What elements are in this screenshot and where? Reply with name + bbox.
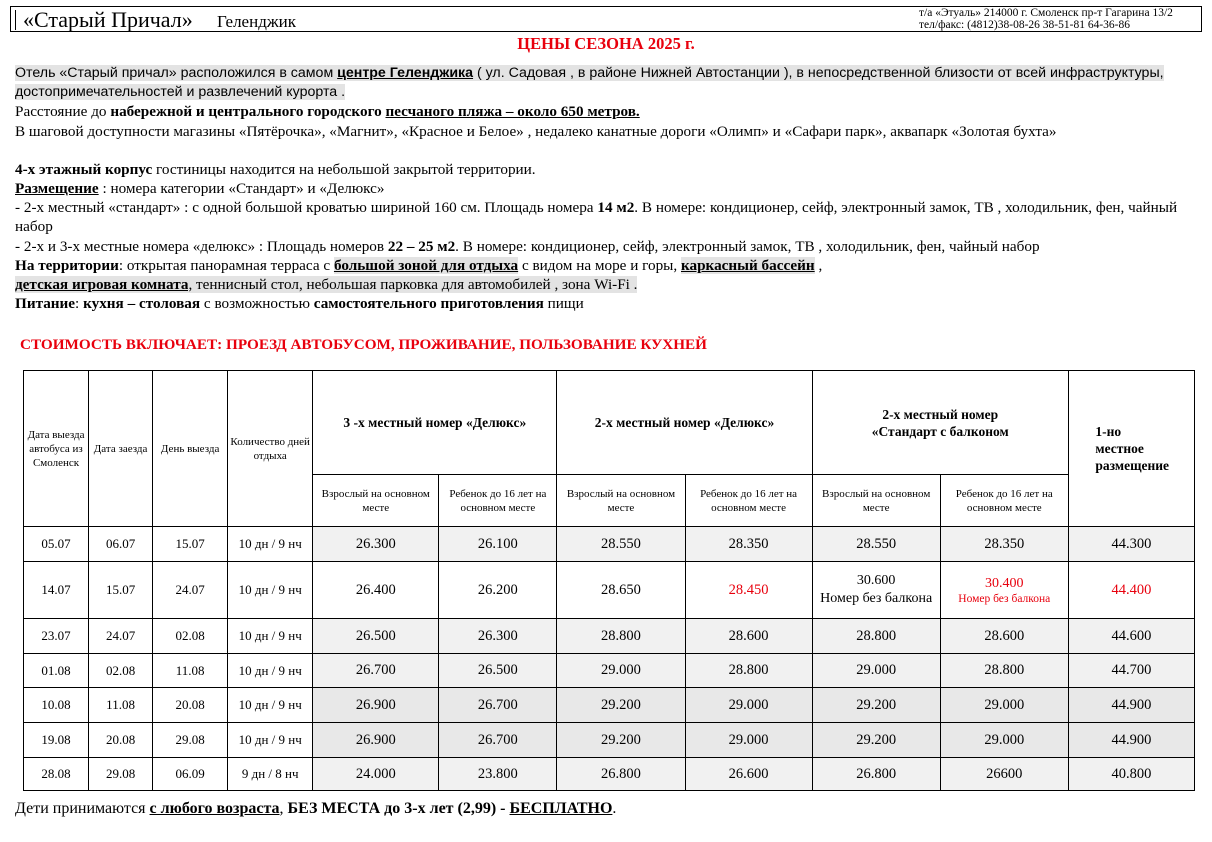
- table-header-row: [24, 371, 1195, 475]
- intro-meals: Питание: кухня – столовая с возможностью самостоятельного приготовления пищи: [15, 295, 584, 313]
- price-standard-adult: 26.800: [812, 758, 940, 791]
- intro-territory: На территории: открытая панорамная терраса с большой зоной для отдыха с видом на море и горы, каркасный бассейн ,: [15, 256, 823, 274]
- price-deluxe2-child: 29.000: [685, 723, 812, 758]
- price-deluxe2-adult: 29.200: [557, 723, 685, 758]
- departure-date: 14.07: [24, 562, 89, 619]
- price-deluxe2-adult: 29.000: [557, 654, 685, 688]
- price-value: 30.600: [856, 573, 896, 588]
- intro-territory-2: детская игровая комната, теннисный стол, небольшая парковка для автомобилей , зона Wi-Fi .: [15, 276, 638, 294]
- sub-adult-header: Взрослый на основном месте: [812, 475, 940, 527]
- price-standard-child: 29.000: [940, 723, 1068, 758]
- stay-length: 10 дн / 9 нч: [228, 723, 313, 758]
- price-single: 44.900: [1068, 723, 1194, 758]
- price-single: 44.700: [1068, 654, 1194, 688]
- table-row: [24, 758, 1195, 791]
- price-standard-child: 28.800: [940, 654, 1068, 688]
- intro-beach: Расстояние до набережной и центрального городского песчаного пляжа – около 650 метров.: [15, 103, 640, 121]
- table-row: [24, 654, 1195, 688]
- leave-date: 20.08: [153, 688, 228, 723]
- group-deluxe-2-header: 2-х местный номер «Делюкс»: [557, 371, 812, 475]
- price-includes: СТОИМОСТЬ ВКЛЮЧАЕТ: ПРОЕЗД АВТОБУСОМ, ПРОЖИВАНИЕ, ПОЛЬЗОВАНИЕ КУХНЕЙ: [20, 336, 707, 353]
- price-single: 40.800: [1068, 758, 1194, 791]
- table-row: [24, 619, 1195, 654]
- price-deluxe2-adult: 29.200: [557, 688, 685, 723]
- hotel-city: Геленджик: [217, 12, 296, 31]
- price-deluxe3-adult: 24.000: [313, 758, 439, 791]
- price-deluxe2-adult: 26.800: [557, 758, 685, 791]
- price-standard-adult: 29.000: [812, 654, 940, 688]
- price-deluxe2-adult: 28.800: [557, 619, 685, 654]
- price-standard-adult: 28.800: [812, 619, 940, 654]
- table-row: [24, 688, 1195, 723]
- price-deluxe2-adult: 28.550: [557, 527, 685, 562]
- agency-phones: тел/факс: (4812)38-08-26 38-51-81 64-36-86: [919, 19, 1130, 31]
- price-standard-adult: 28.550: [812, 527, 940, 562]
- stay-length: 9 дн / 8 нч: [228, 758, 313, 791]
- intro-shops: В шаговой доступности магазины «Пятёрочка», «Магнит», «Красное и Белое» , недалеко канатные дороги «Олимп» и «Сафари парк», аквапарк «Золотая бухта»: [15, 122, 1057, 140]
- leave-date: 02.08: [153, 619, 228, 654]
- price-deluxe2-child: 28.350: [685, 527, 812, 562]
- no-balcony-note: Номер без балкона: [958, 593, 1051, 605]
- hotel-name: «Старый Причал»: [23, 7, 193, 32]
- price-deluxe3-child: 26.500: [439, 654, 557, 688]
- price-deluxe3-child: 26.200: [439, 562, 557, 619]
- price-standard-adult: 29.200: [812, 723, 940, 758]
- price-single: 44.300: [1068, 527, 1194, 562]
- stay-length: 10 дн / 9 нч: [228, 562, 313, 619]
- departure-date: 23.07: [24, 619, 89, 654]
- group-deluxe-3-header: 3 -х местный номер «Делюкс»: [313, 371, 557, 475]
- arrival-date: 15.07: [89, 562, 153, 619]
- leave-date: 11.08: [153, 654, 228, 688]
- hotel-description: [15, 64, 1205, 313]
- table-row: [24, 723, 1195, 758]
- stay-length: 10 дн / 9 нч: [228, 688, 313, 723]
- sub-adult-header: Взрослый на основном месте: [313, 475, 439, 527]
- col-leave-header: День выезда: [153, 371, 228, 527]
- sub-child-header: Ребенок до 16 лет на основном месте: [940, 475, 1068, 527]
- leave-date: 06.09: [153, 758, 228, 791]
- price-single: 44.900: [1068, 688, 1194, 723]
- price-deluxe2-child: 26.600: [685, 758, 812, 791]
- price-standard-child: 28.600: [940, 619, 1068, 654]
- price-deluxe2-child: 28.450: [685, 562, 812, 619]
- price-standard-child: 28.350: [940, 527, 1068, 562]
- col-days-header: Количество дней отдыха: [228, 371, 313, 527]
- price-deluxe3-child: 26.700: [439, 723, 557, 758]
- price-standard-child: 26600: [940, 758, 1068, 791]
- price-deluxe2-adult: 28.650: [557, 562, 685, 619]
- price-deluxe2-child: 28.800: [685, 654, 812, 688]
- intro-location: Отель «Старый причал» расположился в самом центре Геленджика ( ул. Садовая , в районе Нижней Автостанции ), в непосредственной близости от всей инфраструктуры, достопримечательностей и развлечений курорта .: [15, 65, 1164, 101]
- price-deluxe3-adult: 26.500: [313, 619, 439, 654]
- price-standard-child: 29.000: [940, 688, 1068, 723]
- arrival-date: 06.07: [89, 527, 153, 562]
- stay-length: 10 дн / 9 нч: [228, 527, 313, 562]
- col-departure-header: Дата выезда автобуса из Смоленск: [24, 371, 89, 527]
- price-deluxe3-adult: 26.300: [313, 527, 439, 562]
- table-row: [24, 527, 1195, 562]
- intro-standard-room: - 2-х местный «стандарт» : с одной большой кроватью шириной 160 см. Площадь номера 14 м2. В номере: кондиционер, сейф, электронный замок, ТВ , холодильник, фен, чайный набор: [15, 199, 1178, 236]
- intro-building: 4-х этажный корпус гостиницы находится на небольшой закрытой территории.: [15, 160, 536, 178]
- group-standard-header: 2-х местный номер «Стандарт с балконом: [812, 371, 1068, 475]
- sub-child-header: Ребенок до 16 лет на основном месте: [685, 475, 812, 527]
- departure-date: 01.08: [24, 654, 89, 688]
- table-row: [24, 562, 1195, 619]
- departure-date: 10.08: [24, 688, 89, 723]
- departure-date: 28.08: [24, 758, 89, 791]
- price-single: 44.400: [1068, 562, 1194, 619]
- price-standard-adult: [812, 562, 940, 619]
- intro-accommodation: Размещение : номера категории «Стандарт» и «Делюкс»: [15, 180, 385, 198]
- sub-adult-header: Взрослый на основном месте: [557, 475, 685, 527]
- price-deluxe3-child: 26.300: [439, 619, 557, 654]
- arrival-date: 02.08: [89, 654, 153, 688]
- intro-deluxe-room: - 2-х и 3-х местные номера «делюкс» : Площадь номеров 22 – 25 м2. В номере: кондиционер, сейф, электронный замок, ТВ , холодильник, фен, чайный набор: [15, 237, 1040, 255]
- header-divider: [15, 10, 16, 30]
- price-deluxe2-child: 29.000: [685, 688, 812, 723]
- price-single: 44.600: [1068, 619, 1194, 654]
- children-policy: Дети принимаются с любого возраста, БЕЗ МЕСТА до 3-х лет (2,99) - БЕСПЛАТНО.: [15, 800, 617, 817]
- arrival-date: 11.08: [89, 688, 153, 723]
- stay-length: 10 дн / 9 нч: [228, 654, 313, 688]
- price-deluxe3-adult: 26.900: [313, 688, 439, 723]
- price-deluxe3-child: 26.700: [439, 688, 557, 723]
- arrival-date: 29.08: [89, 758, 153, 791]
- price-deluxe3-adult: 26.900: [313, 723, 439, 758]
- page-title: ЦЕНЫ СЕЗОНА 2025 г.: [517, 34, 695, 53]
- price-deluxe3-child: 23.800: [439, 758, 557, 791]
- sub-child-header: Ребенок до 16 лет на основном месте: [439, 475, 557, 527]
- header: [10, 6, 1202, 32]
- departure-date: 05.07: [24, 527, 89, 562]
- no-balcony-note: Номер без балкона: [820, 591, 933, 606]
- price-table: [23, 370, 1195, 791]
- leave-date: 15.07: [153, 527, 228, 562]
- price-standard-adult: 29.200: [812, 688, 940, 723]
- agency-address: т/а «Этуаль» 214000 г. Смоленск пр-т Гагарина 13/2: [919, 7, 1173, 19]
- stay-length: 10 дн / 9 нч: [228, 619, 313, 654]
- agency-contacts: [919, 7, 1173, 31]
- arrival-date: 24.07: [89, 619, 153, 654]
- price-deluxe3-adult: 26.400: [313, 562, 439, 619]
- price-deluxe3-adult: 26.700: [313, 654, 439, 688]
- price-deluxe3-child: 26.100: [439, 527, 557, 562]
- group-single-header: 1-но местное размещение: [1068, 371, 1194, 527]
- price-deluxe2-child: 28.600: [685, 619, 812, 654]
- col-arrival-header: Дата заезда: [89, 371, 153, 527]
- leave-date: 29.08: [153, 723, 228, 758]
- departure-date: 19.08: [24, 723, 89, 758]
- price-standard-child: [940, 562, 1068, 619]
- price-value: 30.400: [985, 576, 1024, 591]
- leave-date: 24.07: [153, 562, 228, 619]
- arrival-date: 20.08: [89, 723, 153, 758]
